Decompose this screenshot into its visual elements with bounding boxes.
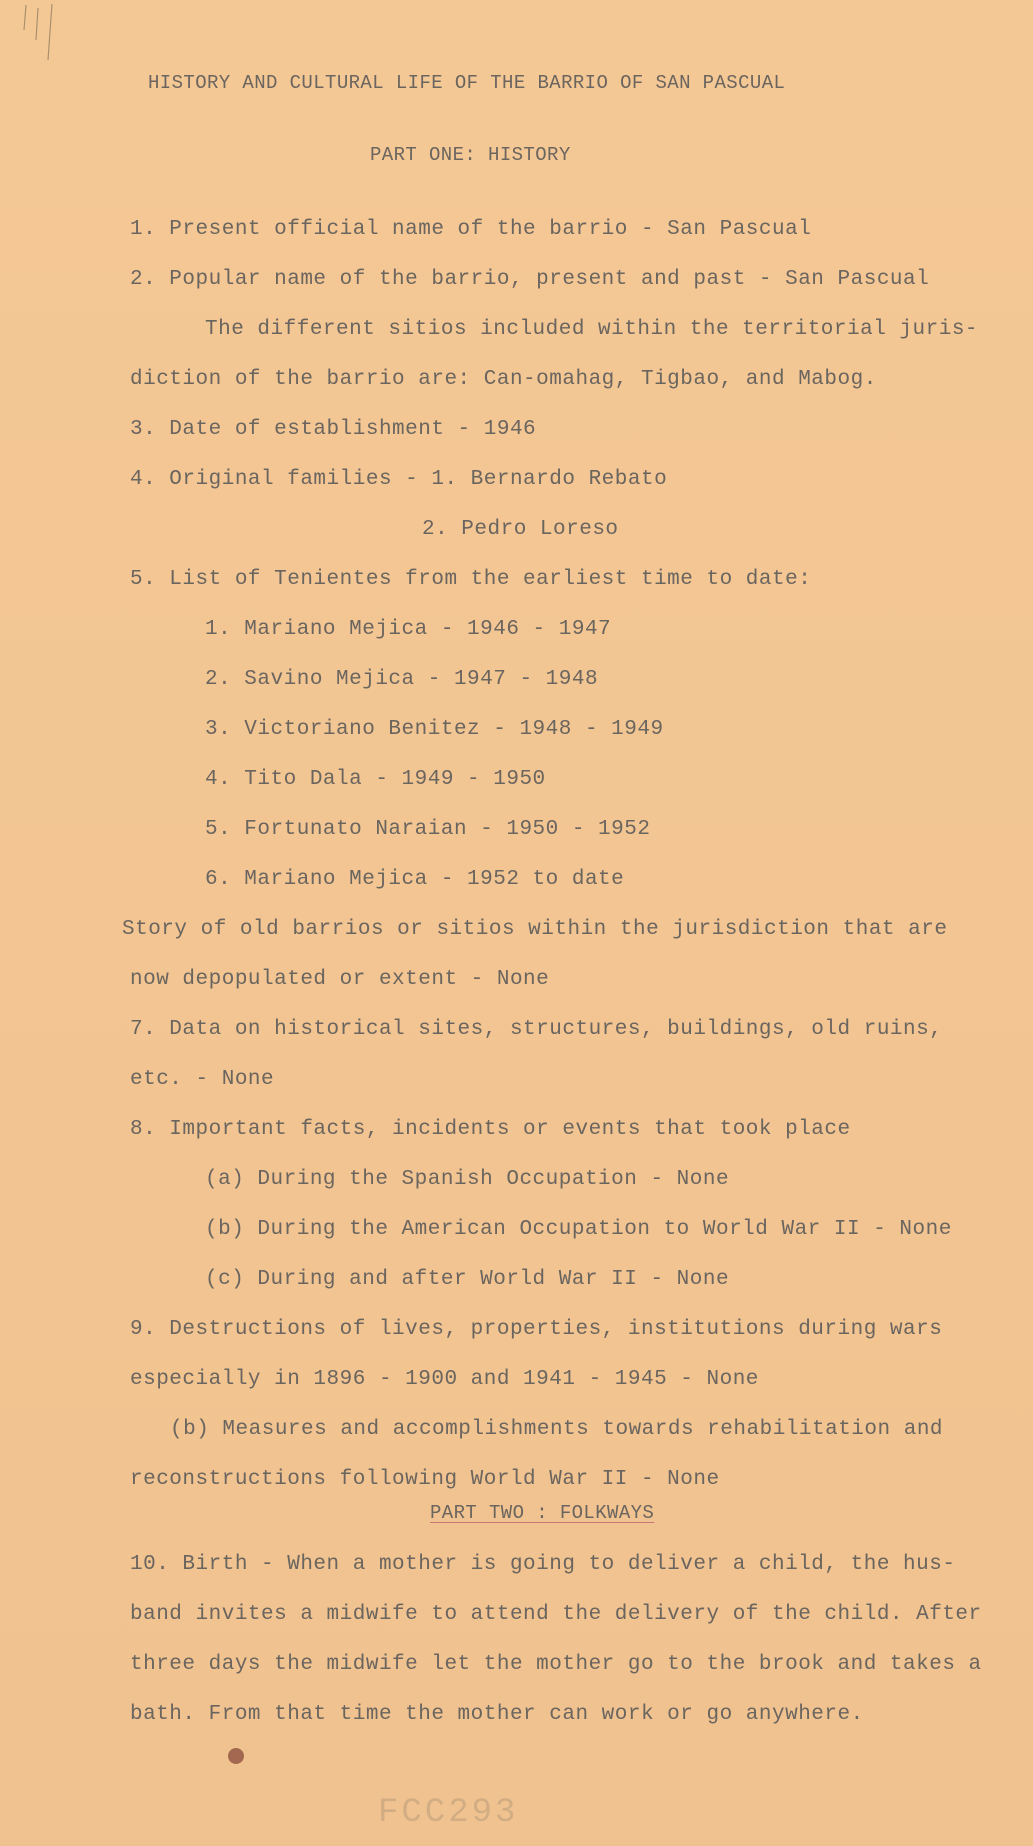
item-9-cont: especially in 1896 - 1900 and 1941 - 1945 - None — [130, 1368, 759, 1391]
item-9b: (b) Measures and accomplishments towards rehabilitation and — [170, 1418, 944, 1441]
item-8c: (c) During and after World War II - None — [205, 1268, 730, 1291]
part-one-heading: PART ONE: HISTORY — [370, 144, 571, 166]
item-9: 9. Destructions of lives, properties, institutions during wars — [130, 1318, 943, 1341]
item-6: Story of old barrios or sitios within the jurisdiction that are — [122, 918, 948, 941]
item-4-family-2: 2. Pedro Loreso — [422, 518, 619, 541]
item-3: 3. Date of establishment - 1946 — [130, 418, 537, 441]
item-8b: (b) During the American Occupation to World War II - None — [205, 1218, 952, 1241]
teniente-3: 3. Victoriano Benitez - 1948 - 1949 — [205, 718, 664, 741]
item-10: 10. Birth - When a mother is going to deliver a child, the hus- — [130, 1553, 956, 1576]
item-9b-cont: reconstructions following World War II - None — [130, 1468, 720, 1491]
part-two-heading: PART TWO : FOLKWAYS — [430, 1502, 655, 1524]
teniente-4: 4. Tito Dala - 1949 - 1950 — [205, 768, 546, 791]
item-8a: (a) During the Spanish Occupation - None — [205, 1168, 730, 1191]
item-8: 8. Important facts, incidents or events that took place — [130, 1118, 851, 1141]
item-10-cont-2: three days the midwife let the mother go to the brook and takes a — [130, 1653, 982, 1676]
item-7-cont: etc. - None — [130, 1068, 275, 1091]
teniente-2: 2. Savino Mejica - 1947 - 1948 — [205, 668, 599, 691]
item-10-cont-1: band invites a midwife to attend the delivery of the child. After — [130, 1603, 982, 1626]
item-7: 7. Data on historical sites, structures, buildings, old ruins, — [130, 1018, 943, 1041]
document-stamp: FCC293 — [378, 1794, 519, 1832]
item-2-sitios-cont: diction of the barrio are: Can-omahag, Tigbao, and Mabog. — [130, 368, 877, 391]
document-title: HISTORY AND CULTURAL LIFE OF THE BARRIO OF SAN PASCUAL — [148, 72, 786, 94]
item-5: 5. List of Tenientes from the earliest time to date: — [130, 568, 812, 591]
item-1: 1. Present official name of the barrio - San Pascual — [130, 218, 812, 241]
item-2: 2. Popular name of the barrio, present and past - San Pascual — [130, 268, 930, 291]
teniente-5: 5. Fortunato Naraian - 1950 - 1952 — [205, 818, 651, 841]
teniente-1: 1. Mariano Mejica - 1946 - 1947 — [205, 618, 612, 641]
item-10-cont-3: bath. From that time the mother can work or go anywhere. — [130, 1703, 864, 1726]
item-6-cont: now depopulated or extent - None — [130, 968, 550, 991]
ink-blot — [224, 1744, 248, 1768]
teniente-6: 6. Mariano Mejica - 1952 to date — [205, 868, 625, 891]
item-2-sitios: The different sitios included within the territorial juris- — [205, 318, 979, 341]
corner-marks — [18, 0, 68, 70]
item-4: 4. Original families - 1. Bernardo Rebato — [130, 468, 668, 491]
